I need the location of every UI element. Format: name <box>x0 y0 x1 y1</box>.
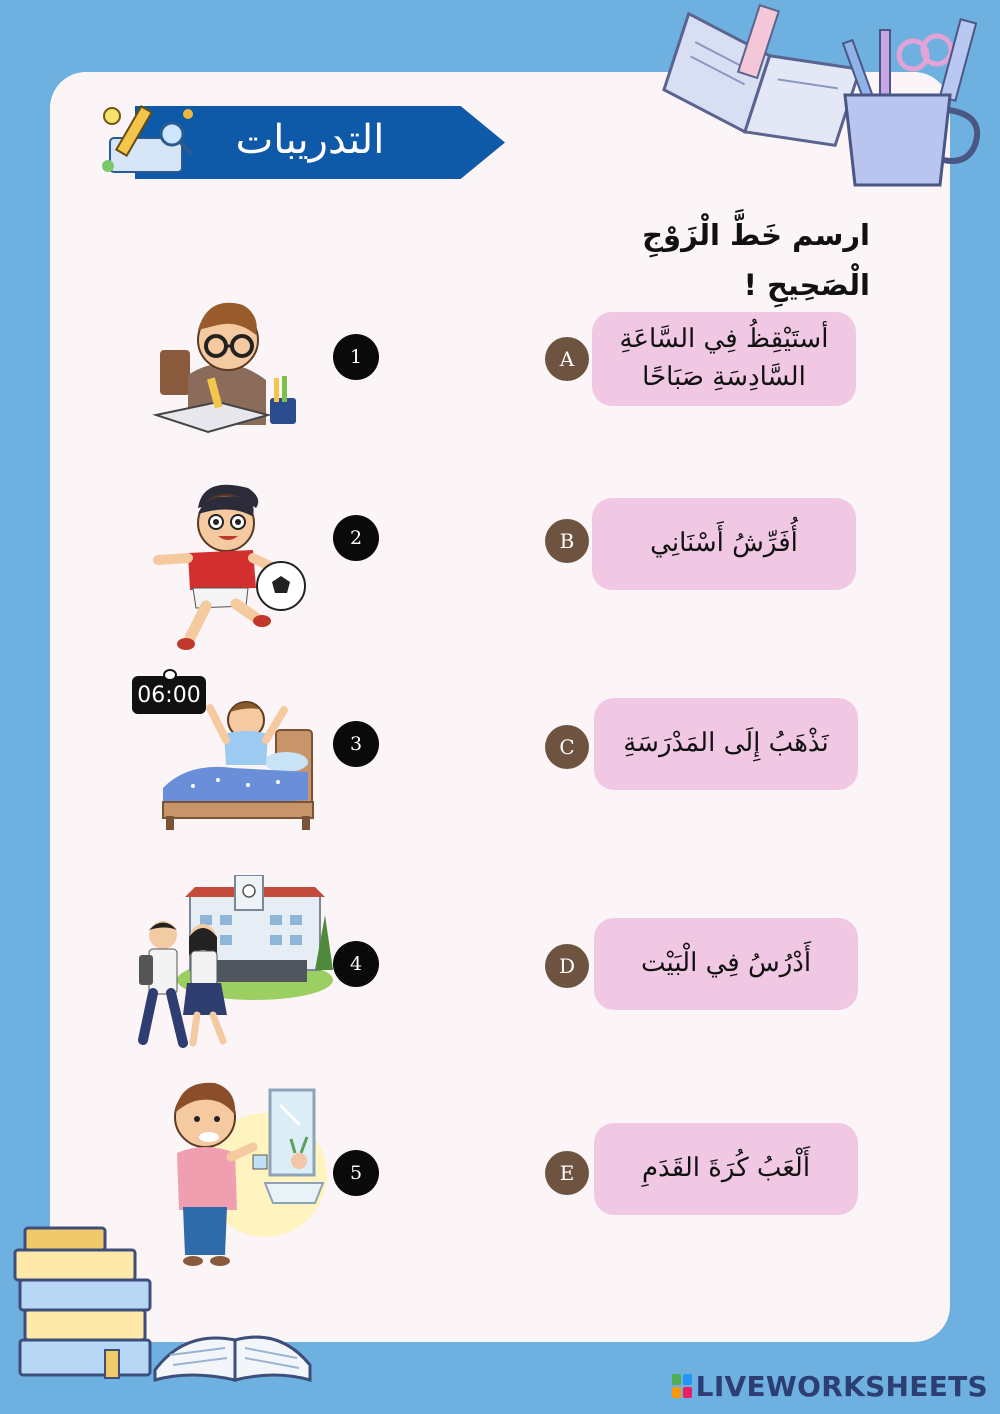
answer-option-text: نَذْهَبُ إِلَى المَدْرَسَةِ <box>623 728 829 759</box>
answer-option-text: أَدْرُسُ فِي الْبَيْت <box>640 948 812 979</box>
option-letter-b[interactable]: B <box>545 519 589 563</box>
boy-studying-icon <box>148 290 303 435</box>
picture-number-2[interactable]: 2 <box>333 515 379 561</box>
picture-number-3[interactable]: 3 <box>333 721 379 767</box>
boy-waking-up-icon <box>158 690 318 835</box>
brand-name: LIVEWORKSHEETS <box>695 1369 988 1403</box>
answer-option-e[interactable] <box>594 1123 858 1215</box>
answer-option-text: أُفَرِّشُ أَسْنَانِي <box>650 528 798 559</box>
boy-playing-football-icon <box>138 478 310 658</box>
book-and-pencil-cup-icon <box>655 0 995 195</box>
books-stack-icon <box>5 1220 325 1385</box>
answer-option-text: أستَيْقِظُ فِي السَّاعَةِ السَّادِسَةِ صَبَاحًا <box>619 324 829 392</box>
picture-number-5[interactable]: 5 <box>333 1150 379 1196</box>
option-letter-d[interactable]: D <box>545 944 589 988</box>
study-tools-icon <box>98 98 198 180</box>
answer-option-d[interactable] <box>594 918 858 1010</box>
exercise-instruction: ارسم خَطَّ الْزَوْجِ الْصَحِيحِ ! <box>642 218 870 302</box>
answer-option-c[interactable] <box>594 698 858 790</box>
picture-number-4[interactable]: 4 <box>333 941 379 987</box>
page-title: التدريبات <box>235 117 385 163</box>
answer-option-a[interactable] <box>592 312 856 406</box>
option-letter-e[interactable]: E <box>545 1151 589 1195</box>
answer-option-text: أَلْعَبُ كُرَةَ القَدَمِ <box>641 1153 811 1184</box>
picture-number-1[interactable]: 1 <box>333 334 379 380</box>
liveworksheets-logo-icon <box>672 1374 692 1398</box>
option-letter-a[interactable]: A <box>545 337 589 381</box>
option-letter-c[interactable]: C <box>545 725 589 769</box>
alarm-clock-display: 06:00 <box>132 676 206 714</box>
answer-option-b[interactable] <box>592 498 856 590</box>
students-going-to-school-icon <box>135 875 335 1057</box>
liveworksheets-brand[interactable] <box>672 1368 988 1404</box>
